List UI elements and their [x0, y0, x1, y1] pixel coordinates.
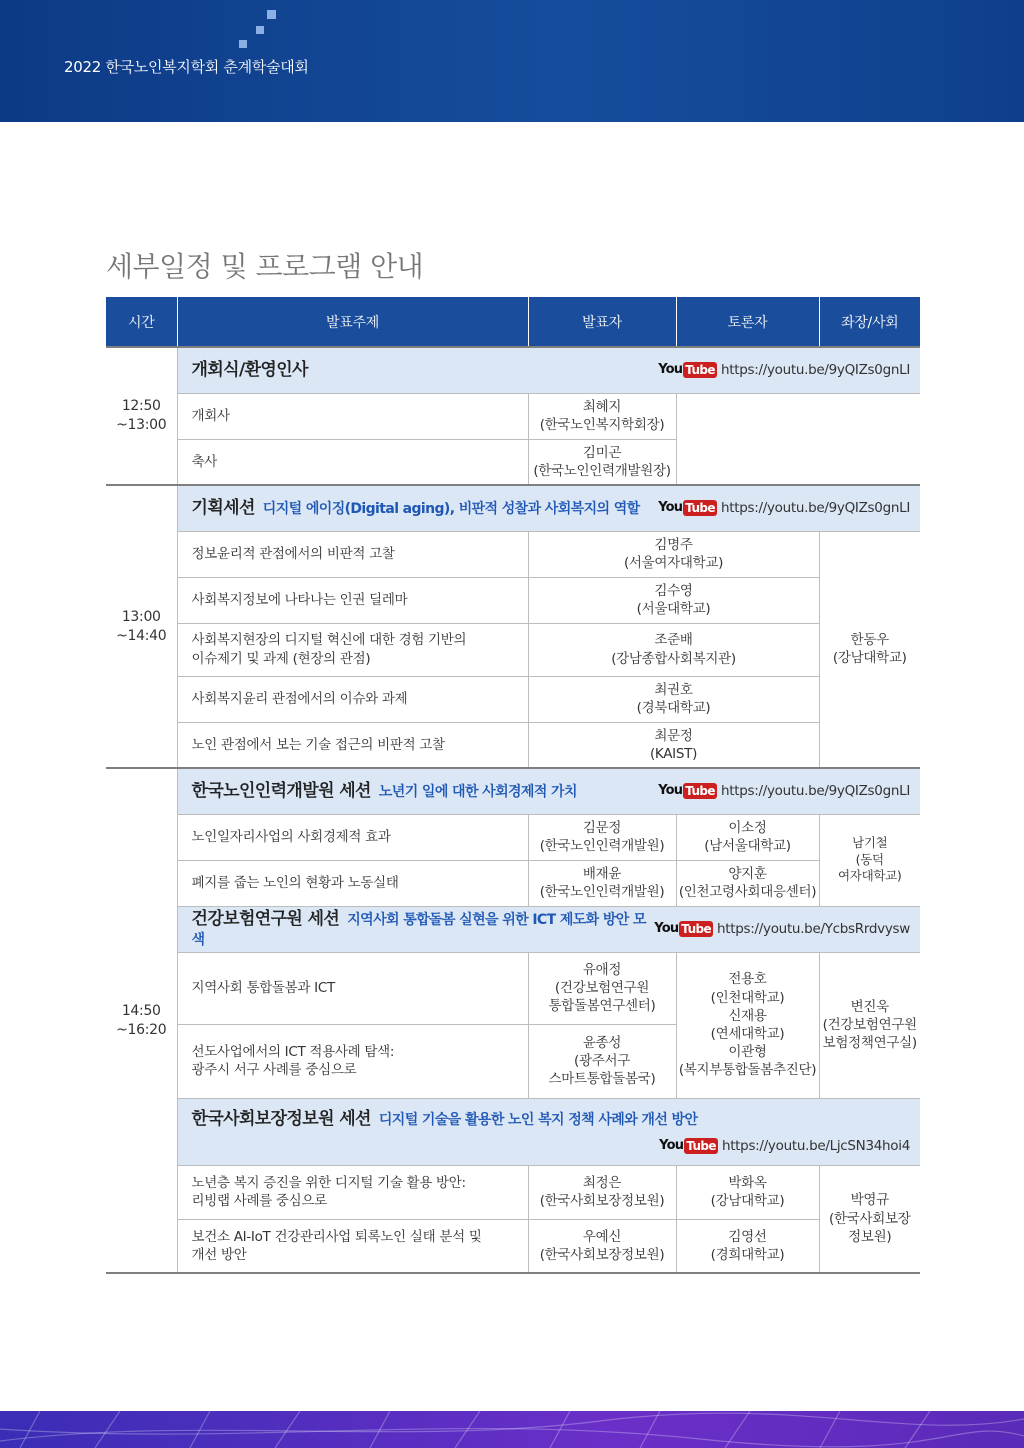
chair-cell: 한동우 (강남대학교) — [819, 531, 920, 768]
youtube-tube-icon: Tube — [685, 784, 715, 799]
youtube-link[interactable] — [658, 361, 910, 379]
session-title: 건강보험연구원 세션 — [191, 909, 340, 930]
schedule-table — [106, 297, 920, 1274]
session-title: 기획세션 — [191, 497, 255, 518]
youtube-link[interactable] — [659, 1137, 910, 1155]
discussant-cell: 이소정 (남서울대학교) — [676, 814, 819, 860]
presenter-cell: 최문정 (KAIST) — [528, 722, 819, 768]
session-url[interactable]: https://youtu.be/9yQIZs0gnLI — [720, 783, 910, 800]
chair-cell: 변진욱 (건강보험연구원 보험정책연구실) — [819, 952, 920, 1098]
chair-cell: 박영규 (한국사회보장 정보원) — [819, 1165, 920, 1273]
header-banner — [0, 0, 1024, 122]
session-title: 개회식/환영인사 — [191, 359, 308, 380]
youtube-link[interactable] — [658, 499, 910, 517]
presenter-cell: 김미곤 (한국노인인력개발원장) — [528, 439, 676, 485]
session-title: 한국노인인력개발원 세션 — [191, 780, 371, 801]
session-header — [177, 347, 920, 393]
column-header-presenter: 발표자 — [528, 297, 676, 347]
session-row — [106, 906, 920, 952]
table-row — [106, 577, 920, 623]
topic-cell: 노년층 복지 증진을 위한 디지털 기술 활용 방안: 리빙랩 사례를 중심으로 — [177, 1165, 528, 1219]
presenter-cell: 유애정 (건강보험연구원 통합돌봄연구센터) — [528, 952, 676, 1024]
session-row — [106, 347, 920, 393]
presenter-cell: 배재윤 (한국노인인력개발원) — [528, 860, 676, 906]
presenter-cell: 김수영 (서울대학교) — [528, 577, 819, 623]
topic-cell: 지역사회 통합돌봄과 ICT — [177, 952, 528, 1024]
youtube-icon: You — [658, 362, 683, 378]
youtube-icon: You — [658, 783, 683, 799]
time-cell: 14:50 ~16:20 — [106, 768, 177, 1273]
table-row — [106, 1219, 920, 1273]
footer-banner — [0, 1411, 1024, 1448]
column-header-discussant: 토론자 — [676, 297, 819, 347]
topic-cell: 사회복지현장의 디지털 혁신에 대한 경험 기반의 이슈제기 및 과제 (현장의 관점) — [177, 623, 528, 676]
decor-square — [267, 10, 276, 19]
session-url[interactable]: https://youtu.be/YcbsRrdvysw — [717, 920, 910, 937]
table-row — [106, 1165, 920, 1219]
table-row — [106, 722, 920, 768]
table-row — [106, 623, 920, 676]
topic-cell: 사회복지정보에 나타나는 인권 딜레마 — [177, 577, 528, 623]
table-row — [106, 393, 920, 439]
discussant-cell: 김영선 (경희대학교) — [676, 1219, 819, 1273]
decor-square — [256, 26, 264, 34]
table-row — [106, 860, 920, 906]
session-header — [177, 485, 920, 531]
youtube-icon: You — [659, 1138, 684, 1154]
table-row — [106, 814, 920, 860]
presenter-cell: 김명주 (서울여자대학교) — [528, 531, 819, 577]
chair-cell: 남기철 (동덕 여자대학교) — [819, 814, 920, 906]
topic-cell: 노인일자리사업의 사회경제적 효과 — [177, 814, 528, 860]
conference-title: 2022 한국노인복지학회 춘계학술대회 — [64, 58, 309, 76]
session-subtitle: 노년기 일에 대한 사회경제적 가치 — [378, 783, 577, 800]
column-header-time: 시간 — [106, 297, 177, 347]
time-cell — [106, 347, 177, 485]
time-text: 12:50 ~13:00 — [116, 398, 167, 433]
topic-cell: 축사 — [177, 439, 528, 485]
presenter-cell: 최혜지 (한국노인복지학회장) — [528, 393, 676, 439]
presenter-cell: 윤종성 (광주서구 스마트통합돌봄국) — [528, 1024, 676, 1098]
youtube-tube-icon: Tube — [685, 501, 715, 516]
topic-cell: 개회사 — [177, 393, 528, 439]
session-row — [106, 485, 920, 531]
discussant-cell: 전용호 (인천대학교) 신재용 (연세대학교) 이관형 (복지부통합돌봄추진단) — [676, 952, 819, 1098]
presenter-cell: 조준배 (강남종합사회복지관) — [528, 623, 819, 676]
topic-cell: 노인 관점에서 보는 기술 접근의 비판적 고찰 — [177, 722, 528, 768]
presenter-cell: 김문정 (한국노인인력개발원) — [528, 814, 676, 860]
youtube-link[interactable] — [658, 782, 910, 800]
table-header-row — [106, 297, 920, 347]
table-row — [106, 676, 920, 722]
session-title: 한국사회보장정보원 세션 — [191, 1108, 371, 1129]
session-header — [177, 768, 920, 814]
session-header — [177, 906, 920, 952]
column-header-chair: 좌장/사회 — [819, 297, 920, 347]
session-subtitle: 디지털 기술을 활용한 노인 복지 정책 사례와 개선 방안 — [378, 1111, 698, 1128]
session-row — [106, 1098, 920, 1165]
discussant-cell: 박화옥 (강남대학교) — [676, 1165, 819, 1219]
empty-cell — [676, 393, 920, 485]
topic-cell: 폐지를 줍는 노인의 현황과 노동실태 — [177, 860, 528, 906]
topic-cell: 정보윤리적 관점에서의 비판적 고찰 — [177, 531, 528, 577]
decor-square — [239, 40, 247, 48]
youtube-tube-icon: Tube — [681, 921, 712, 936]
session-url[interactable]: https://youtu.be/LjcSN34hoi4 — [721, 1137, 910, 1154]
discussant-cell: 양지훈 (인천고령사회대응센터) — [676, 860, 819, 906]
youtube-icon: You — [658, 500, 683, 516]
footer-decor-lines — [0, 1411, 1024, 1448]
presenter-cell: 우예신 (한국사회보장정보원) — [528, 1219, 676, 1273]
youtube-icon: You — [654, 921, 679, 937]
session-subtitle: 지역사회 통합돌봄 실현을 위한 ICT 제도화 방안 모색 — [191, 912, 646, 949]
presenter-cell: 최권호 (경북대학교) — [528, 676, 819, 722]
youtube-link[interactable] — [654, 920, 910, 938]
table-row — [106, 531, 920, 577]
session-subtitle: 디지털 에이징(Digital aging), 비판적 성찰과 사회복지의 역할 — [262, 500, 640, 517]
table-row — [106, 952, 920, 1024]
session-header — [177, 1098, 920, 1165]
session-url[interactable]: https://youtu.be/9yQIZs0gnLI — [720, 362, 910, 379]
youtube-tube-icon: Tube — [685, 363, 715, 378]
youtube-tube-icon: Tube — [686, 1138, 716, 1153]
column-header-topic: 발표주제 — [177, 297, 528, 347]
session-row — [106, 768, 920, 814]
topic-cell: 보건소 AI-IoT 건강관리사업 퇴록노인 실태 분석 및 개선 방안 — [177, 1219, 528, 1273]
topic-cell: 사회복지윤리 관점에서의 이슈와 과제 — [177, 676, 528, 722]
time-cell: 13:00 ~14:40 — [106, 485, 177, 768]
page-title: 세부일정 및 프로그램 안내 — [106, 249, 424, 283]
presenter-cell: 최정은 (한국사회보장정보원) — [528, 1165, 676, 1219]
session-url[interactable]: https://youtu.be/9yQIZs0gnLI — [720, 500, 910, 517]
topic-cell: 선도사업에서의 ICT 적용사례 탐색: 광주시 서구 사례를 중심으로 — [177, 1024, 528, 1098]
